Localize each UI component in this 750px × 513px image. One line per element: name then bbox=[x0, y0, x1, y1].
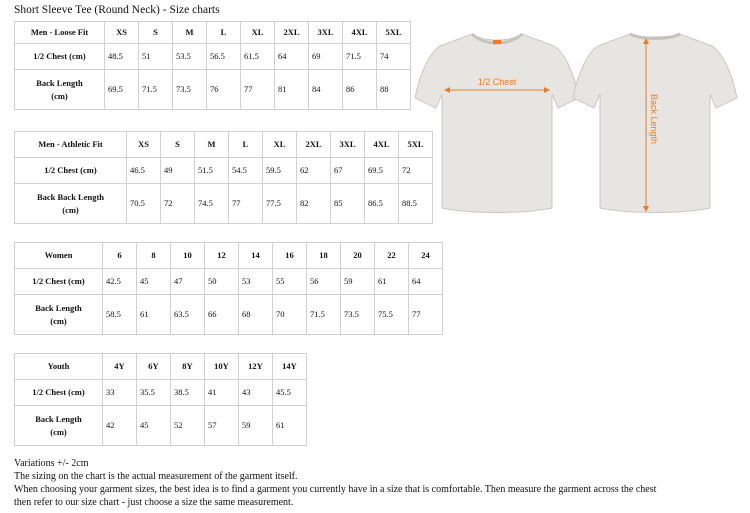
table-cell: 69.5 bbox=[105, 70, 139, 110]
table-cell: 47 bbox=[171, 269, 205, 295]
row-label-unit: (cm) bbox=[50, 426, 67, 437]
table-cell: 77 bbox=[229, 184, 263, 224]
table-cell: 88.5 bbox=[399, 184, 433, 224]
size-header: 8Y bbox=[171, 354, 205, 380]
row-label: 1/2 Chest (cm) bbox=[15, 380, 103, 406]
table-cell: 71.5 bbox=[343, 44, 377, 70]
row-label bbox=[15, 70, 105, 110]
table-cell: 48.5 bbox=[105, 44, 139, 70]
row-label: 1/2 Chest (cm) bbox=[15, 269, 103, 295]
table-row bbox=[15, 44, 411, 70]
size-header: 5XL bbox=[377, 22, 411, 44]
size-header: 14Y bbox=[273, 354, 307, 380]
row-label bbox=[15, 295, 103, 335]
table-cell: 35.5 bbox=[137, 380, 171, 406]
table-cell: 51.5 bbox=[195, 158, 229, 184]
table-cell: 81 bbox=[275, 70, 309, 110]
size-header: 24 bbox=[409, 243, 443, 269]
table-cell: 55 bbox=[273, 269, 307, 295]
size-header: XL bbox=[241, 22, 275, 44]
table-cell: 77.5 bbox=[263, 184, 297, 224]
table-cell: 61.5 bbox=[241, 44, 275, 70]
table-cell: 64 bbox=[275, 44, 309, 70]
row-label-unit: (cm) bbox=[50, 315, 67, 326]
table-cell: 56.5 bbox=[207, 44, 241, 70]
table-cell: 86.5 bbox=[365, 184, 399, 224]
table-header-row bbox=[15, 354, 307, 380]
page-title: Short Sleeve Tee (Round Neck) - Size charts bbox=[14, 4, 220, 16]
table-cell: 88 bbox=[377, 70, 411, 110]
size-header: 3XL bbox=[309, 22, 343, 44]
shirt-front-body bbox=[415, 34, 579, 213]
table-cell: 68 bbox=[239, 295, 273, 335]
men-loose-fit-table bbox=[14, 21, 411, 110]
table-cell: 73.5 bbox=[341, 295, 375, 335]
row-label-line: Back Length bbox=[35, 413, 82, 424]
tshirt-back-diagram bbox=[570, 28, 740, 218]
back-length-label: Back Length bbox=[649, 94, 659, 145]
size-header: 16 bbox=[273, 243, 307, 269]
table-cell: 41 bbox=[205, 380, 239, 406]
table-cell: 50 bbox=[205, 269, 239, 295]
table-cell: 69.5 bbox=[365, 158, 399, 184]
youth-table bbox=[14, 353, 307, 446]
table-cell: 57 bbox=[205, 406, 239, 446]
table-title: Youth bbox=[15, 354, 103, 380]
note-line: The sizing on the chart is the actual measurement of the garment itself. bbox=[14, 471, 298, 482]
size-header: XS bbox=[127, 132, 161, 158]
table-cell: 49 bbox=[161, 158, 195, 184]
table-cell: 69 bbox=[309, 44, 343, 70]
table-cell: 72 bbox=[161, 184, 195, 224]
table-cell: 42 bbox=[103, 406, 137, 446]
table-cell: 45 bbox=[137, 269, 171, 295]
size-header: XS bbox=[105, 22, 139, 44]
table-cell: 61 bbox=[375, 269, 409, 295]
table-cell: 52 bbox=[171, 406, 205, 446]
table-cell: 74 bbox=[377, 44, 411, 70]
size-header: 12 bbox=[205, 243, 239, 269]
table-cell: 45 bbox=[137, 406, 171, 446]
table-header-row bbox=[15, 243, 443, 269]
row-label: 1/2 Chest (cm) bbox=[15, 44, 105, 70]
table-row bbox=[15, 406, 307, 446]
table-cell: 46.5 bbox=[127, 158, 161, 184]
table-cell: 56 bbox=[307, 269, 341, 295]
size-header: 8 bbox=[137, 243, 171, 269]
table-cell: 59 bbox=[239, 406, 273, 446]
size-header: 6 bbox=[103, 243, 137, 269]
size-header: 18 bbox=[307, 243, 341, 269]
table-cell: 85 bbox=[331, 184, 365, 224]
table-cell: 71.5 bbox=[307, 295, 341, 335]
row-label-line: Back Back Length bbox=[36, 191, 105, 202]
row-label bbox=[15, 406, 103, 446]
size-header: L bbox=[207, 22, 241, 44]
table-cell: 61 bbox=[137, 295, 171, 335]
table-cell: 38.5 bbox=[171, 380, 205, 406]
table-cell: 70 bbox=[273, 295, 307, 335]
table-cell: 59.5 bbox=[263, 158, 297, 184]
table-cell: 70.5 bbox=[127, 184, 161, 224]
tshirt-front-diagram bbox=[412, 28, 582, 218]
table-row bbox=[15, 184, 433, 224]
table-row bbox=[15, 269, 443, 295]
table-cell: 61 bbox=[273, 406, 307, 446]
size-header: 6Y bbox=[137, 354, 171, 380]
row-label-unit: (cm) bbox=[51, 90, 68, 101]
size-header: 12Y bbox=[239, 354, 273, 380]
row-label bbox=[15, 184, 127, 224]
row-label-line: Back Length bbox=[36, 77, 83, 88]
note-line: then refer to our size chart - just choose a size the same measurement. bbox=[14, 497, 294, 508]
size-header: 4XL bbox=[365, 132, 399, 158]
table-header-row bbox=[15, 22, 411, 44]
shirt-label-tag bbox=[493, 40, 501, 44]
table-cell: 84 bbox=[309, 70, 343, 110]
size-header: 5XL bbox=[399, 132, 433, 158]
table-cell: 86 bbox=[343, 70, 377, 110]
table-cell: 63.5 bbox=[171, 295, 205, 335]
size-header: 14 bbox=[239, 243, 273, 269]
size-header: S bbox=[161, 132, 195, 158]
table-cell: 73.5 bbox=[173, 70, 207, 110]
table-cell: 77 bbox=[241, 70, 275, 110]
table-row bbox=[15, 380, 307, 406]
table-cell: 51 bbox=[139, 44, 173, 70]
table-cell: 33 bbox=[103, 380, 137, 406]
table-cell: 64 bbox=[409, 269, 443, 295]
table-cell: 62 bbox=[297, 158, 331, 184]
table-title: Men - Athletic Fit bbox=[15, 132, 127, 158]
table-cell: 71.5 bbox=[139, 70, 173, 110]
size-header: 2XL bbox=[275, 22, 309, 44]
table-cell: 75.5 bbox=[375, 295, 409, 335]
size-header: 2XL bbox=[297, 132, 331, 158]
size-header: S bbox=[139, 22, 173, 44]
size-header: M bbox=[195, 132, 229, 158]
table-cell: 72 bbox=[399, 158, 433, 184]
table-title: Women bbox=[15, 243, 103, 269]
table-cell: 74.5 bbox=[195, 184, 229, 224]
table-cell: 53.5 bbox=[173, 44, 207, 70]
table-cell: 54.5 bbox=[229, 158, 263, 184]
note-line: When choosing your garment sizes, the best idea is to find a garment you currently have in a size that is comfortable. Then measure the garment across the chest bbox=[14, 484, 657, 495]
table-cell: 45.5 bbox=[273, 380, 307, 406]
size-header: 10 bbox=[171, 243, 205, 269]
size-header: XL bbox=[263, 132, 297, 158]
table-cell: 76 bbox=[207, 70, 241, 110]
table-cell: 53 bbox=[239, 269, 273, 295]
shirt-back-collar bbox=[630, 34, 680, 39]
size-header: 4Y bbox=[103, 354, 137, 380]
note-line: Variations +/- 2cm bbox=[14, 458, 89, 469]
table-cell: 77 bbox=[409, 295, 443, 335]
row-label-line: Back Length bbox=[35, 302, 82, 313]
table-cell: 67 bbox=[331, 158, 365, 184]
table-cell: 59 bbox=[341, 269, 375, 295]
table-cell: 58.5 bbox=[103, 295, 137, 335]
size-header: 4XL bbox=[343, 22, 377, 44]
women-table bbox=[14, 242, 443, 335]
chest-measure-label: 1/2 Chest bbox=[477, 77, 517, 87]
table-cell: 42.5 bbox=[103, 269, 137, 295]
size-header: 20 bbox=[341, 243, 375, 269]
table-cell: 43 bbox=[239, 380, 273, 406]
table-cell: 66 bbox=[205, 295, 239, 335]
row-label: 1/2 Chest (cm) bbox=[15, 158, 127, 184]
size-header: 10Y bbox=[205, 354, 239, 380]
size-header: 3XL bbox=[331, 132, 365, 158]
table-row bbox=[15, 70, 411, 110]
table-header-row bbox=[15, 132, 433, 158]
size-header: 22 bbox=[375, 243, 409, 269]
table-row bbox=[15, 158, 433, 184]
men-athletic-fit-table bbox=[14, 131, 433, 224]
notes bbox=[14, 457, 744, 509]
row-label-unit: (cm) bbox=[62, 204, 79, 215]
size-header: M bbox=[173, 22, 207, 44]
size-header: L bbox=[229, 132, 263, 158]
table-title: Men - Loose Fit bbox=[15, 22, 105, 44]
table-row bbox=[15, 295, 443, 335]
table-cell: 82 bbox=[297, 184, 331, 224]
